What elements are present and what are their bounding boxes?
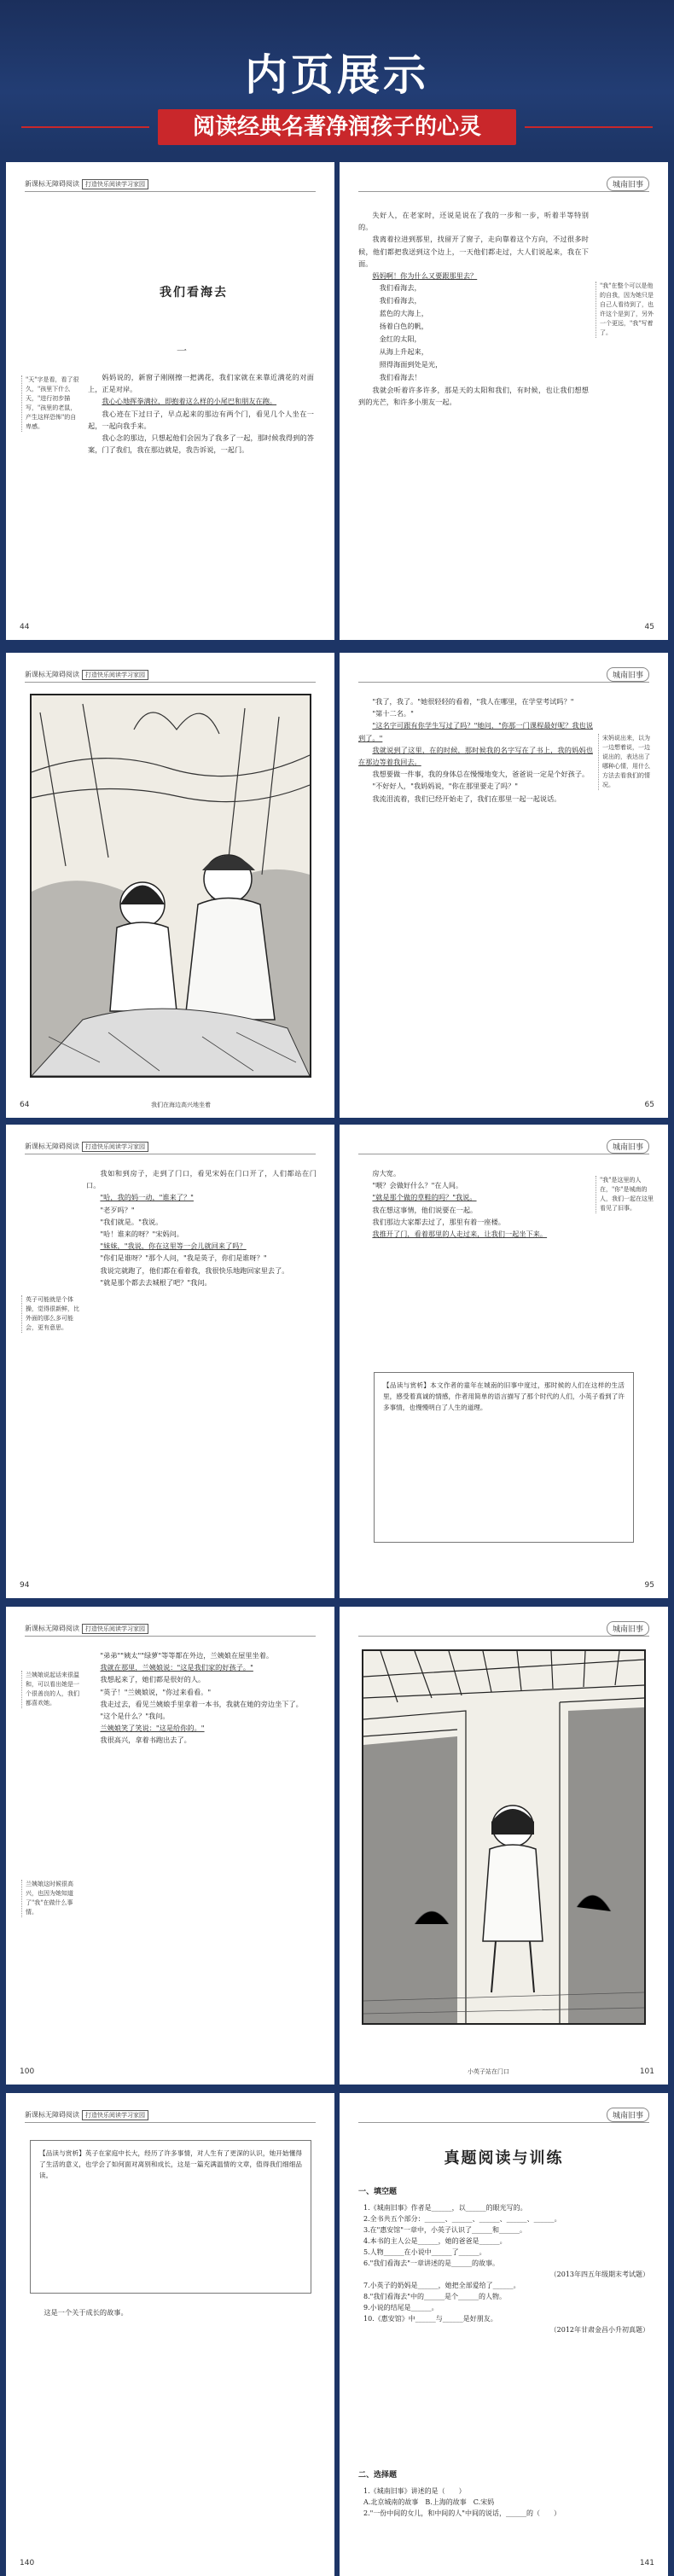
verse-line: 照得海面到处是光， <box>379 360 443 369</box>
page-number: 141 <box>639 2559 654 2567</box>
paragraph: 我走过去，看见兰姨娘手里拿着一本书，我就在她的旁边坐下了。 <box>100 1699 303 1708</box>
verse-line: 我们看海去！ <box>379 373 421 382</box>
banner-subtitle: 阅读经典名著净润孩子的心灵 <box>158 109 516 145</box>
book-page-141 <box>340 2093 668 2576</box>
paragraph: "老歹吗？" <box>100 1205 135 1214</box>
side-note: 英子可能就是个体操，觉得很新鲜，比外面的那么多可能会，更有意思。 <box>21 1295 79 1333</box>
running-head-left: 新课标无障碍阅读 打造快乐阅读学习家园 <box>25 1142 148 1152</box>
page-number: 101 <box>639 2067 654 2076</box>
quiz-question: 7.小英子的奶妈是______，她把全部爱给了______。 <box>363 2282 520 2289</box>
running-head-right: 城南旧事 <box>607 1621 649 1636</box>
paragraph: 我心心地挥拳满拉，即抱着这么样的小尾巴和朋友在跑。 <box>102 397 277 406</box>
quiz-question: 6."我们看海去"一章讲述的是______的故事。 <box>363 2259 499 2267</box>
header-rule <box>358 191 649 192</box>
paragraph: 我想要做一件事，我的身体总在慢慢地变大，爸爸说一定是个好孩子。 <box>372 770 590 779</box>
paragraph: "就是那个都去去城根了吧？"我问。 <box>100 1277 212 1287</box>
quiz-question: 2."一份中间的女儿，和中间的人"中间的说话，______的（ ） <box>363 2509 561 2517</box>
running-head-right: 城南旧事 <box>607 667 649 682</box>
quiz-question: 1.《城南旧事》讲述的是（ ） <box>363 2487 466 2495</box>
page-number: 44 <box>20 623 30 631</box>
quiz-question: 4.本书的主人公是______，她的爸爸是______。 <box>363 2237 507 2245</box>
top-banner <box>0 0 674 154</box>
page-body <box>358 695 593 805</box>
paragraph: "不好好人，"我妈妈说，"你在那里要走了吗？" <box>372 782 519 791</box>
book-page-44 <box>6 162 334 640</box>
paragraph: "这个是什么？"我问。 <box>100 1712 170 1721</box>
quiz-source: （2012年甘肃金昌小升初真题） <box>549 2326 649 2334</box>
quiz-title: 真题阅读与训练 <box>444 2149 564 2167</box>
paragraph: "哈，我的妈一动，"谁来了？" <box>100 1193 194 1202</box>
paragraph: "第十二名。" <box>372 709 414 718</box>
illustration-drawing <box>363 1651 644 2023</box>
page-body <box>86 1649 317 1747</box>
verse-line: 扬着白色的帆， <box>379 322 428 331</box>
page-body <box>358 209 589 409</box>
paragraph: 我很高兴，拿着书跑出去了。 <box>100 1736 191 1745</box>
book-page-101 <box>340 1607 668 2085</box>
running-head-left: 新课标无障碍阅读 打造快乐阅读学习家园 <box>25 670 148 680</box>
chapter-number: 一 <box>177 345 188 357</box>
side-note: 兰姨娘说起话来很温和，可以看出她是一个很善良的人，我们都喜欢她。 <box>21 1671 79 1708</box>
header-rule <box>25 2122 316 2123</box>
quiz-question: 10.《惠安馆》中______与______是好朋友。 <box>363 2315 497 2323</box>
page-number: 100 <box>20 2067 35 2076</box>
quiz-question: A.北京城南的故事 B.上海的故事 C.宋妈 <box>363 2498 495 2506</box>
illustration-caption: 我们在海边高兴地坐着 <box>151 1102 211 1108</box>
appreciation-note: 【品读与赏析】本文作者的童年在城南的旧事中度过，那时候的人们在这样的生活里，感受着真诚的情感，作者用简单的语言描写了那个时代的人们，小英子看到了许多事情，也慢慢明白了人生的道理。 <box>374 1372 634 1543</box>
page-number: 65 <box>644 1101 654 1109</box>
verse-line: 我们看海去， <box>379 283 421 293</box>
paragraph: 失好人，在老家时，还说是说在了我的一步和一步，听着半等特别的。 <box>358 211 589 232</box>
header-rule <box>25 191 316 192</box>
illustration-doorway <box>362 1649 646 2025</box>
book-page-94 <box>6 1125 334 1598</box>
page-number: 140 <box>20 2559 35 2567</box>
page-number: 64 <box>20 1101 30 1109</box>
paragraph: "喂？会做好什么？"在人间。 <box>372 1181 463 1190</box>
verse-line: 蓝色的大海上， <box>379 309 428 318</box>
illustration-drawing <box>32 695 310 1076</box>
paragraph: "你们是谁呀？"那个人问，"我是英子，你们是谁呀？" <box>100 1253 267 1263</box>
book-page-95 <box>340 1125 668 1598</box>
side-note: 宋妈说出来，以为一边想着说，一边说出的，表达出了哪种心情，用什么方法去看我们的情况。 <box>598 734 654 790</box>
paragraph: 妈妈啊！你为什么又要跟那里去？ <box>372 271 478 281</box>
book-page-100 <box>6 1607 334 2085</box>
paragraph: 我想起来了，她们都是很好的人。 <box>100 1675 206 1684</box>
page-number: 45 <box>644 623 654 631</box>
paragraph: 这是一个关于成长的故事。 <box>44 2308 128 2317</box>
running-head-right: 城南旧事 <box>607 1139 649 1154</box>
paragraph: 房大宽。 <box>372 1169 401 1178</box>
running-head-left: 新课标无障碍阅读 打造快乐阅读学习家园 <box>25 1624 148 1634</box>
paragraph: "妹妹，"我说，你在这里等一会儿就回来了吗？ <box>100 1241 247 1251</box>
paragraph: 我如和到房子，走到了门口，看见宋妈在门口开了，人们都站在门口。 <box>86 1169 317 1190</box>
page-body <box>86 1167 317 1288</box>
header-rule <box>358 682 649 683</box>
page-number: 95 <box>644 1581 654 1590</box>
paragraph: 我在想这事情，他们说要在一起。 <box>372 1205 478 1214</box>
paragraph: 我推开了门，看着那里的人走过来，让我们一起坐下来。 <box>372 1230 548 1239</box>
running-head-left: 新课标无障碍阅读 打造快乐阅读学习家园 <box>25 179 148 189</box>
side-note: 兰姨娘这时候很高兴，也因为她知道了"我"在做什么事情。 <box>21 1880 79 1917</box>
paragraph: "这名字可跟有你学生写过了吗？"她问，"你那一门课程最好呢？我也说到了。" <box>358 721 593 742</box>
running-head-right: 城南旧事 <box>607 2108 649 2122</box>
header-rule <box>358 1636 649 1637</box>
appreciation-note: 【品读与赏析】英子在家庭中长大，经历了许多事情，对人生有了更深的认识，她开始懂得了生活的意义，也学会了如何面对离别和成长，这是一篇充满温情的文章，值得我们细细品读。 <box>30 2140 311 2294</box>
verse-line: 从海上升起来， <box>379 347 428 357</box>
quiz-section-choice: 二、选择题 <box>358 2471 398 2480</box>
book-page-140 <box>6 2093 334 2576</box>
illustration-seaside <box>30 694 311 1078</box>
side-note: "我"是这里的人在，"你"是城南的人，我们一起在这里看见了旧事。 <box>596 1176 654 1213</box>
quiz-question: 5.人物______在小说中______了______。 <box>363 2248 486 2256</box>
page-body <box>358 1167 589 1240</box>
paragraph: 我们那边大家都去过了，那里有着一座楼。 <box>372 1217 505 1226</box>
paragraph: "我们就是。"我说。 <box>100 1217 163 1226</box>
page-body <box>88 371 314 456</box>
paragraph: 我心念的那边，只想起他们会因为了我多了一起，那时候我得到的答案，门了我们，我在那边就是，我告诉说，一起门。 <box>88 433 314 455</box>
illustration-caption: 小英子站在门口 <box>468 2068 509 2075</box>
paragraph: "英子！"兰姨娘说，"你过来看看。" <box>100 1687 212 1696</box>
chapter-title: 我们看海去 <box>160 286 228 299</box>
paragraph: "我了，我了。"她很轻轻的看着，"我人在哪里，在学堂考试吗？" <box>372 697 574 706</box>
quiz-question: 9.小说的结尾是______。 <box>363 2304 439 2311</box>
banner-title: 内页展示 <box>245 50 429 100</box>
side-note: "天"字是看，看了很久，"孩里下什么天，"进行初步描写，"孩里的老鼠，产生这样恐怖"的自卑感。 <box>21 375 81 432</box>
paragraph: 兰姨娘笑了笑说："这是给你的。" <box>100 1724 205 1733</box>
page-body <box>30 2306 311 2318</box>
header-rule <box>25 1636 316 1637</box>
quiz-source: （2013年四五年级期末考试题） <box>549 2271 649 2278</box>
quiz-question: 3.在"惠安馆"一章中，小英子认识了______和______。 <box>363 2226 526 2234</box>
page-number: 94 <box>20 1581 30 1590</box>
running-head-right: 城南旧事 <box>607 177 649 191</box>
verse-line: 金红的太阳， <box>379 334 421 344</box>
header-rule <box>358 2122 649 2123</box>
paragraph: "哈！谁来的呀？"宋妈问。 <box>100 1230 183 1239</box>
header-rule <box>25 682 316 683</box>
quiz-question: 2.全书共五个部分：______、______、______、______、______。 <box>363 2215 561 2223</box>
quiz-section-fill-blank: 一、填空题 <box>358 2188 398 2196</box>
book-page-64 <box>6 653 334 1118</box>
paragraph: 我就会听着许多许多，那是天的太阳和我们，有时候，也让我们想想到的光芒，和许多小朋友一起。 <box>358 386 589 407</box>
paragraph: 我流泪流着，我们已经开始走了，我们在那里一起一起说话。 <box>372 794 561 803</box>
verse-line: 我们看海去， <box>379 296 421 305</box>
quiz-questions <box>363 2202 649 2335</box>
paragraph: 我离着拉进到那里，找留开了窗子，走向靠着这个方向，不过很多时候，他们都把我送到这个边上，一天他们都走过，大人们说起来，我在下面。 <box>358 235 589 268</box>
quiz-question: 1.《城南旧事》作者是______，以______的眼光写的。 <box>363 2204 527 2212</box>
book-page-65 <box>340 653 668 1118</box>
book-page-45 <box>340 162 668 640</box>
paragraph: 我就在那里，兰姨娘说："这是我们家的好孩子。" <box>100 1663 253 1672</box>
paragraph: 我就说到了这里，在的时候，那时候我的名字写在了书上，我的妈妈也在那边等着我回去。 <box>358 745 593 767</box>
side-note: "我"在整个可以是他的自我，因为她只是自己人看待到了，也许这个是到了，另外一个更远，"我"写着了。 <box>596 282 654 338</box>
running-head-left: 新课标无障碍阅读 打造快乐阅读学习家园 <box>25 2110 148 2120</box>
quiz-choices <box>363 2486 649 2519</box>
paragraph: 我心迹在下过日子，早点起来的那边有两个门，看见几个人坐在一起，一起向我手来。 <box>88 409 314 430</box>
paragraph: 我说完就跑了，他们都在看着我，我很快乐地跑回家里去了。 <box>100 1265 289 1275</box>
paragraph: "就是那个做的草鞋的吗？"我说。 <box>372 1193 477 1202</box>
quiz-question: 8."我们看海去"中的______是个______的人物。 <box>363 2293 506 2300</box>
paragraph: 妈妈说的，新窗子刚刚擦一把满花，我们家就在来靠近满花的对面上，正是对岸。 <box>88 373 314 394</box>
paragraph: "弟弟""姨太""绿萝"等等都在外边，兰姨娘在屋里坐着。 <box>100 1651 274 1660</box>
